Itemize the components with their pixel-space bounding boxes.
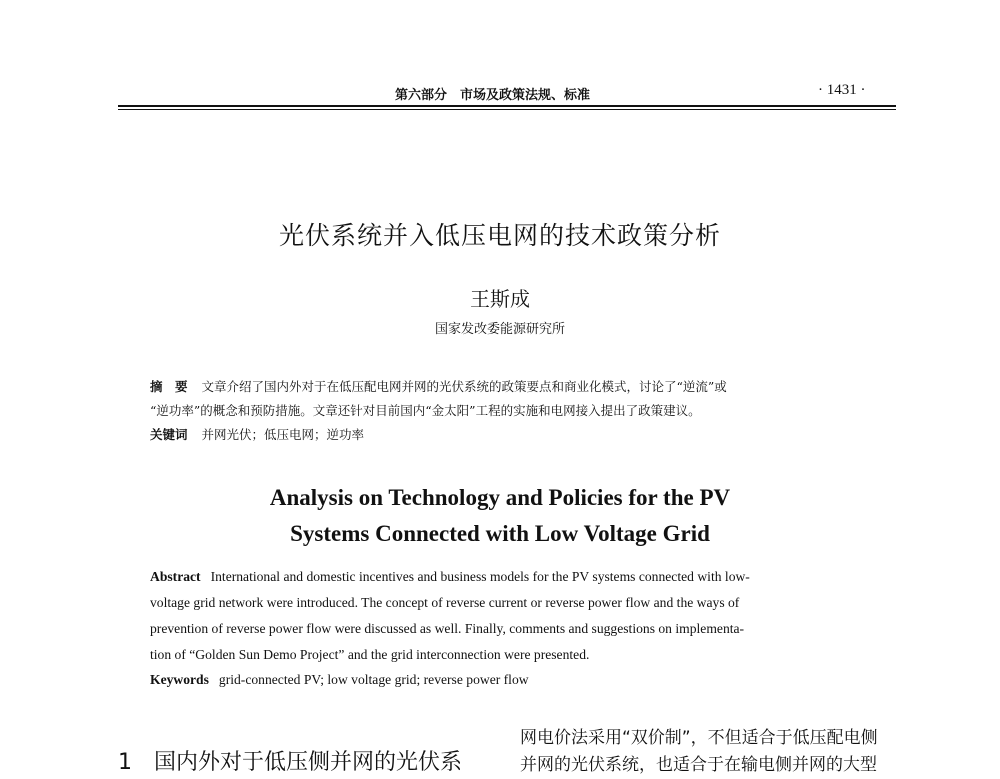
abstract-cn-line — [150, 377, 727, 395]
author: 王斯成 — [470, 287, 530, 311]
abstract-cn-line: “逆功率”的概念和预防措施。文章还针对目前国内“金太阳”工程的实施和电网接入提出了政策建议。 — [150, 403, 701, 418]
keywords-cn-label: 关键词 — [150, 427, 188, 442]
running-header-section: 第六部分 市场及政策法规、标准 — [395, 88, 591, 103]
section-1-heading: 1 国内外对于低压侧并网的光伏系 — [118, 750, 462, 775]
keywords-en-label: Keywords — [150, 672, 209, 687]
keywords-en-text: grid-connected PV; low voltage grid; reverse power flow — [218, 672, 529, 687]
title-en-line: Systems Connected with Low Voltage Grid — [290, 521, 710, 546]
body-line: 并网的光伏系统，也适合于在输电侧并网的大型 — [520, 755, 877, 775]
body-line: 网电价法采用“双价制”，不但适合于低压配电侧 — [520, 728, 878, 748]
abstract-en-line — [150, 569, 750, 585]
affiliation: 国家发改委能源研究所 — [434, 322, 565, 337]
abstract-cn-text: 文章介绍了国内外对于在低压配电网并网的光伏系统的政策要点和商业化模式，讨论了“逆流”或 — [201, 379, 727, 394]
paper-title-cn: 光伏系统并入低压电网的技术政策分析 — [278, 221, 721, 250]
header-rule-thin — [118, 109, 896, 110]
abstract-en-line: prevention of reverse power flow were discussed as well. Finally, comments and suggestions on implementa- — [150, 621, 745, 636]
page-number: · 1431 · — [818, 82, 866, 98]
abstract-en-line: voltage grid network were introduced. The concept of reverse current or reverse power flow and the ways of — [150, 595, 740, 610]
abstract-cn-label: 摘 要 — [150, 379, 188, 394]
paper-title-en — [0, 480, 1000, 552]
title-en-line: Analysis on Technology and Policies for the PV — [269, 485, 731, 510]
body-right-column — [520, 725, 878, 779]
keywords-cn — [150, 425, 364, 443]
header-rule — [118, 105, 896, 107]
keywords-cn-text: 并网光伏；低压电网；逆功率 — [201, 427, 365, 442]
abstract-en-line: tion of “Golden Sun Demo Project” and the grid interconnection were presented. — [150, 647, 590, 662]
abstract-en-text: International and domestic incentives and business models for the PV systems connected with low- — [210, 569, 750, 584]
keywords-en — [150, 672, 529, 688]
abstract-en-label: Abstract — [150, 569, 201, 584]
